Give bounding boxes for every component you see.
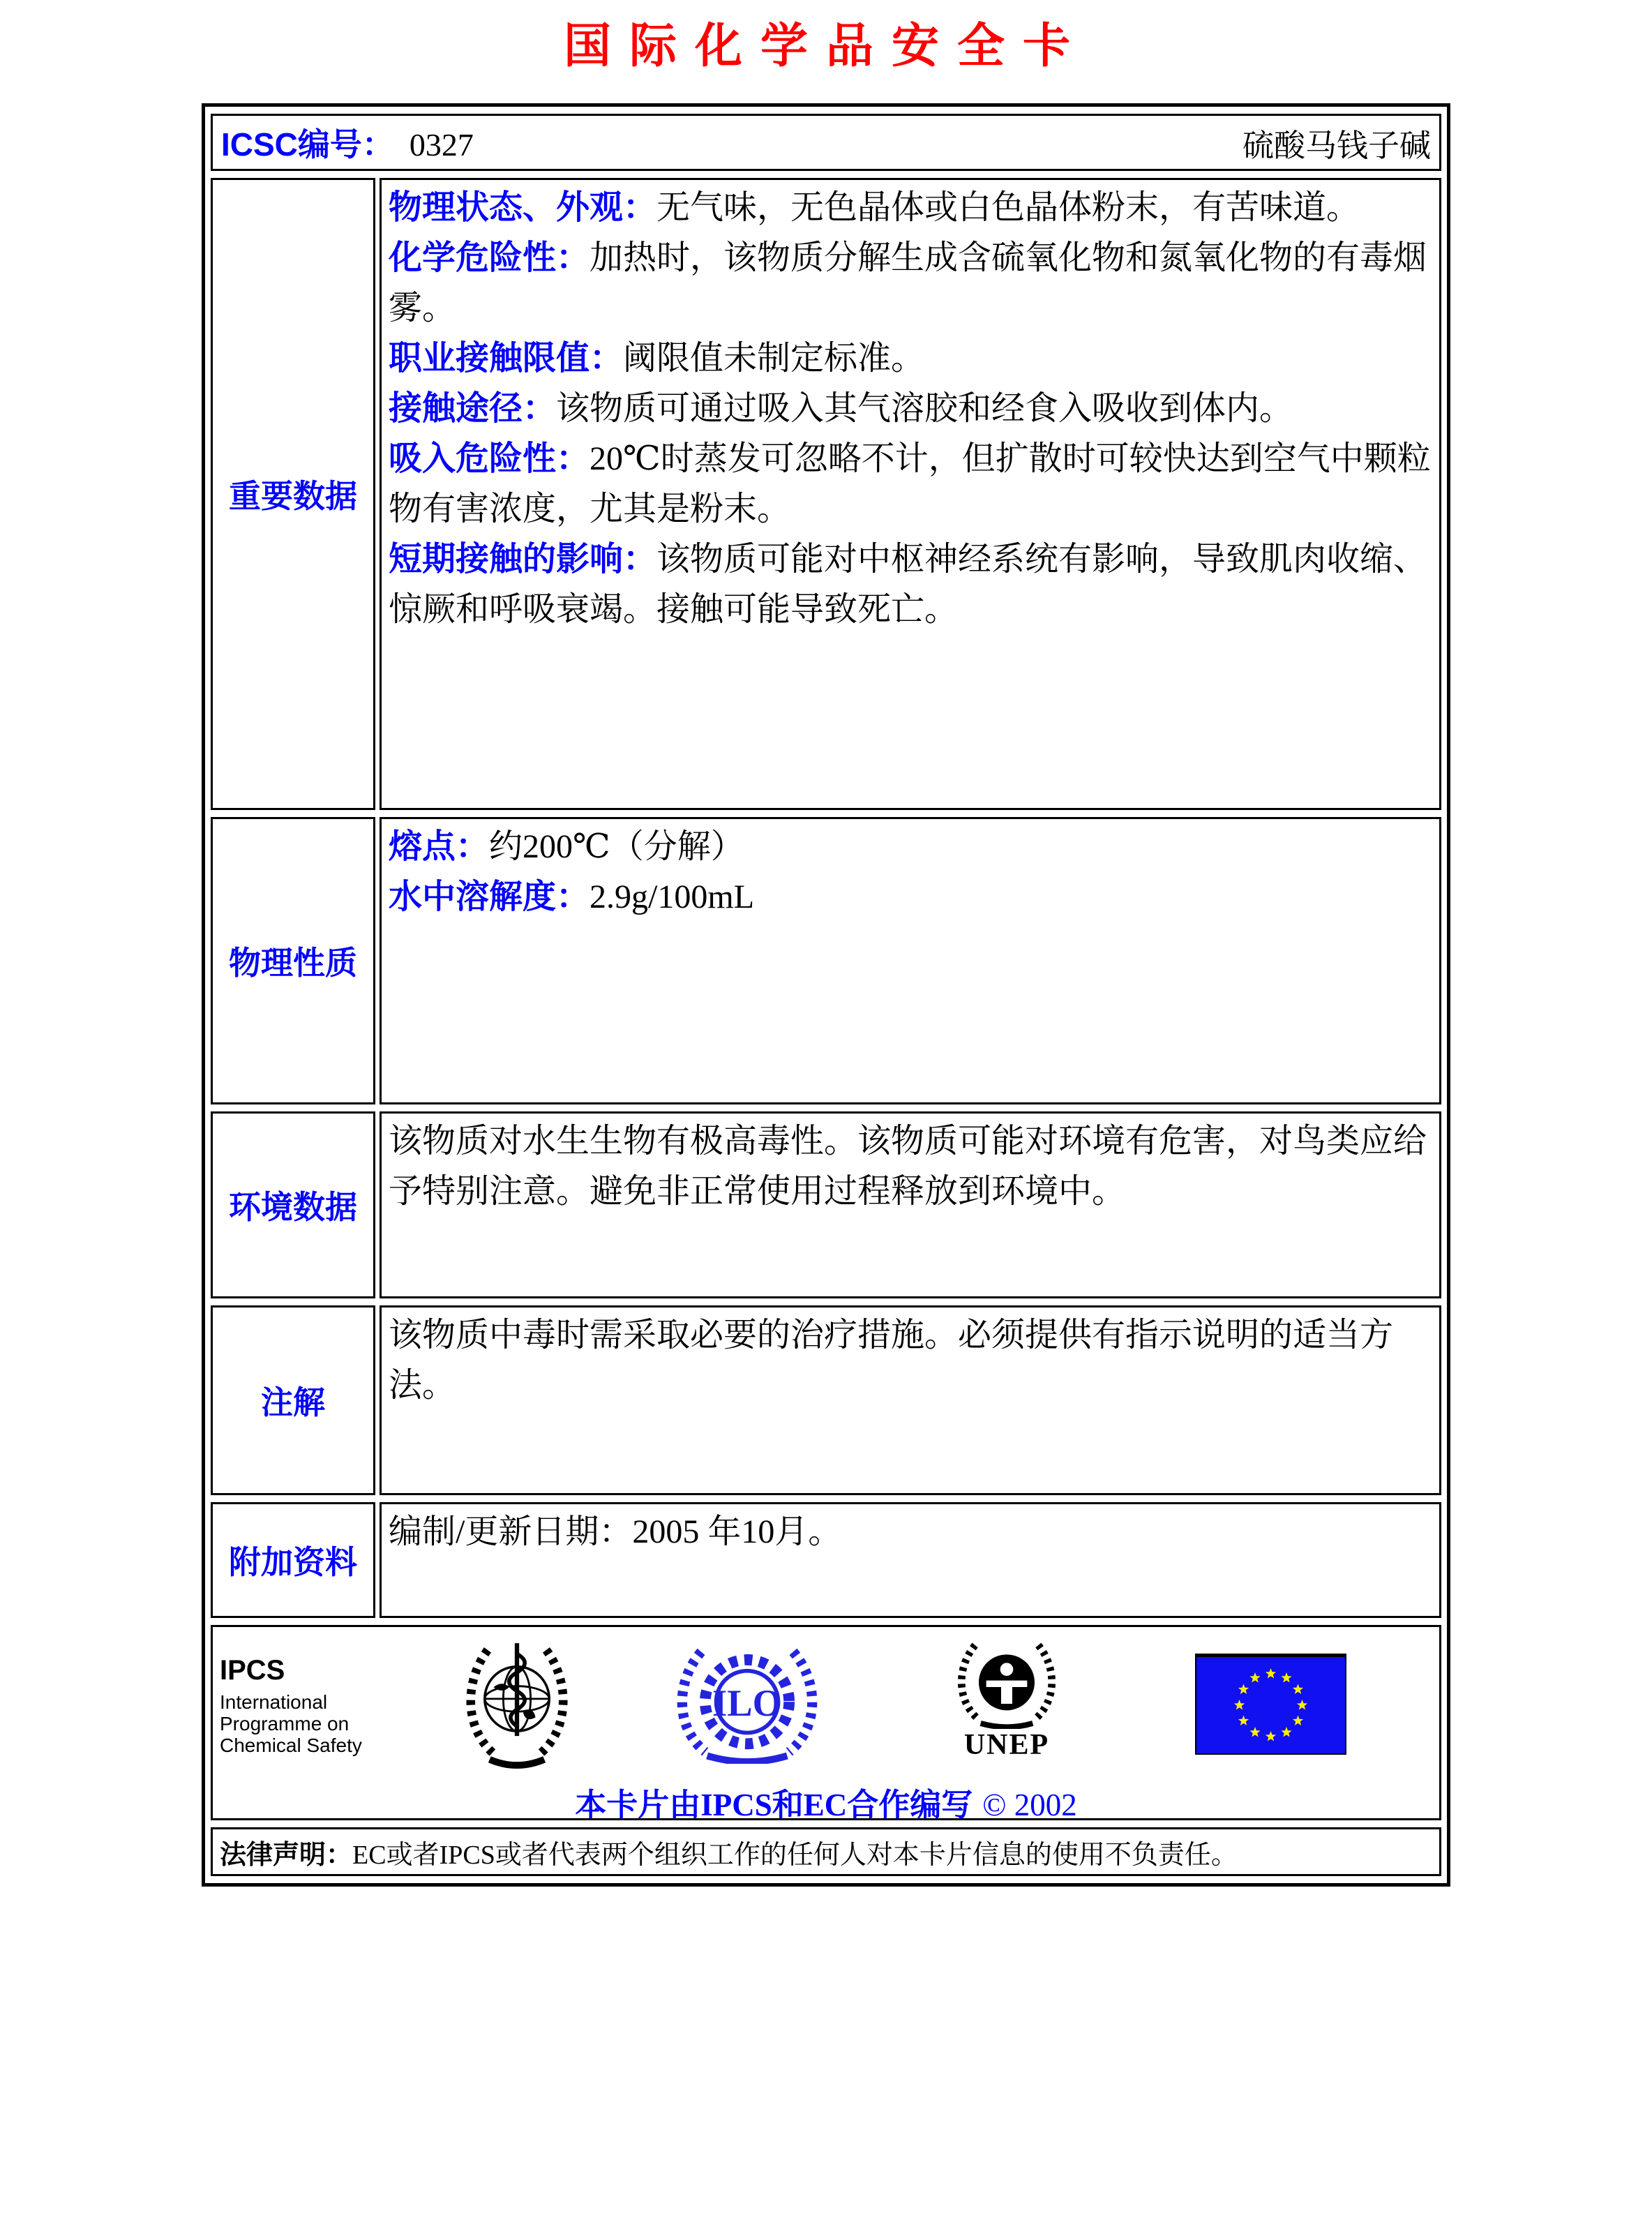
- important-item: 短期接触的影响：该物质可能对中枢神经系统有影响，导致肌肉收缩、惊厥和呼吸衰竭。接触可能导致死亡。: [389, 541, 1427, 628]
- logos-box: [211, 1625, 1441, 1820]
- section-label-environment: 环境数据: [211, 1111, 375, 1298]
- ipcs-acronym: IPCS: [220, 1655, 285, 1686]
- section-content-environment: [380, 1111, 1441, 1298]
- legal-row: [211, 1827, 1441, 1876]
- section-label-important: 重要数据: [211, 178, 375, 810]
- section-label-physical: 物理性质: [211, 817, 375, 1104]
- section-additional-info: [211, 1502, 1441, 1618]
- substance-name: 硫酸马钱子碱: [1242, 128, 1431, 163]
- page-title: 国际化学品安全卡: [563, 20, 1088, 73]
- section-important-data: [211, 178, 1441, 810]
- legal-notice-text: EC或者IPCS或者代表两个组织工作的任何人对本卡片信息的使用不负责任。: [352, 1840, 1238, 1870]
- who-logo-icon: [458, 1638, 576, 1772]
- card-frame: [202, 103, 1450, 1887]
- section-physical-properties: [211, 817, 1441, 1104]
- section-content-notes: [380, 1305, 1441, 1495]
- important-item: 接触途径：该物质可通过吸入其气溶胶和经食入吸收到体内。: [389, 390, 1293, 427]
- cooperation-caption: 本卡片由IPCS和EC合作编写 © 2002: [575, 1788, 1077, 1822]
- important-item: 职业接触限值：阈限值未制定标准。: [389, 340, 925, 377]
- important-item: 化学危险性：加热时，该物质分解生成含硫氧化物和氮氧化物的有毒烟雾。: [389, 239, 1427, 327]
- svg-text:ILO: ILO: [712, 1681, 782, 1725]
- legal-box: [211, 1827, 1441, 1876]
- additional-text: 编制/更新日期：2005 年10月。: [389, 1513, 842, 1550]
- icsc-number-group: [221, 119, 474, 165]
- physical-item: 水中溶解度：2.9g/100mL: [389, 878, 755, 915]
- ilo-logo-icon: [666, 1644, 828, 1764]
- header-box: [211, 114, 1441, 171]
- section-content-physical: [380, 817, 1441, 1104]
- eu-flag-icon: [1195, 1654, 1346, 1755]
- important-item: 吸入危险性：20℃时蒸发可忽略不计，但扩散时可较快达到空气中颗粒物有害浓度，尤其是粉末。: [389, 440, 1431, 527]
- legal-notice-label: 法律声明：: [220, 1840, 353, 1870]
- section-label-additional: 附加资料: [211, 1502, 375, 1618]
- physical-item: 熔点：约200℃（分解）: [389, 828, 744, 865]
- ipcs-text-block: IPCS International Programme on Chemical Safety: [220, 1655, 362, 1756]
- unep-logo-icon: [951, 1640, 1062, 1729]
- section-environmental-data: [211, 1111, 1441, 1298]
- icsc-number-label: ICSC编号：: [221, 126, 394, 163]
- unep-label: UNEP: [963, 1729, 1050, 1761]
- section-content-important: [380, 178, 1441, 810]
- section-label-notes: 注解: [211, 1305, 375, 1495]
- unep-logo-block: [951, 1640, 1062, 1760]
- icsc-number-value: 0327: [409, 127, 474, 163]
- environment-text: 该物质对水生生物有极高毒性。该物质可能对环境有危害，对鸟类应给予特别注意。避免非正常使用过程释放到环境中。: [389, 1123, 1427, 1210]
- header-row: [211, 114, 1441, 171]
- section-content-additional: [380, 1502, 1441, 1618]
- logos-row: [211, 1625, 1441, 1820]
- notes-text: 该物质中毒时需采取必要的治疗措施。必须提供有指示说明的适当方法。: [389, 1317, 1394, 1404]
- section-notes: [211, 1305, 1441, 1495]
- important-item: 物理状态、外观：无气味，无色晶体或白色晶体粉末，有苦味道。: [389, 189, 1360, 226]
